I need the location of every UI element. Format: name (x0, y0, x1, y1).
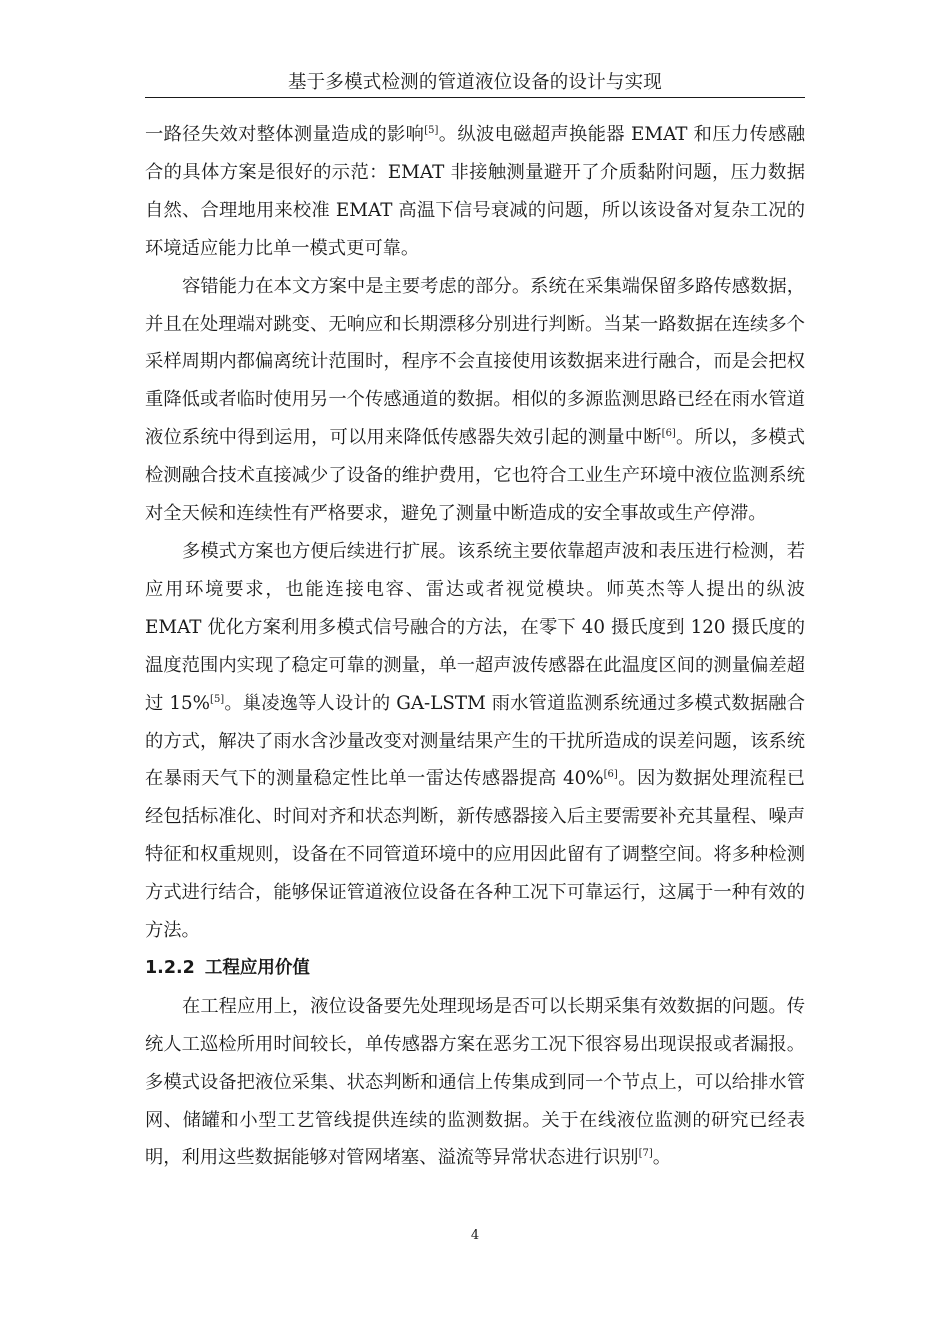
section-heading (145, 950, 805, 988)
section-title: 工程应用价值 (204, 957, 310, 978)
citation-ref: [7] (638, 1148, 653, 1160)
header-divider (145, 97, 805, 98)
paragraph-text: 容错能力在本文方案中是主要考虑的部分。系统在采集端保留多路传感数据，并且在处理端对跳变、无响应和长期漂移分别进行判断。当某一路数据在连续多个采样周期内都偏离统计范围时，程序不会直接使用该数据来进行融合，而是会把权重降低或者临时使用另一个传感通道的数据。相似的多源监测思路已经在雨水管道液位系统中得到运用，可以用来降低传感器失效引起的测量中断 (145, 275, 805, 449)
running-header: 基于多模式检测的管道液位设备的设计与实现 (287, 72, 662, 93)
paragraph-text: 。纵波电磁超声换能器 EMAT 和压力传感融合的具体方案是很好的示范：EMAT 非接触测量避开了介质黏附问题，压力数据自然、合理地用来校准 EMAT 高温下信号衰减的问题，所以该设备对复杂工况的环境适应能力比单一模式更可靠。 (145, 124, 805, 259)
paragraph-text: 多模式方案也方便后续进行扩展。该系统主要依靠超声波和表压进行检测，若应用环境要求，也能连接电容、雷达或者视觉模块。师英杰等人提出的纵波 EMAT 优化方案利用多模式信号融合的方法，在零下 40 摄氏度到 120 摄氏度的温度范围内实现了稳定可靠的测量，单一超声波传感器在此温度区间的测量偏差超过 15% (145, 540, 805, 714)
paragraph-text: 一路径失效对整体测量造成的影响 (145, 124, 425, 145)
paragraph-1 (145, 116, 805, 268)
paragraph-text: 。巢凌逸等人设计的 GA-LSTM 雨水管道监测系统通过多模式数据融合的方式，解决了雨水含沙量改变对测量结果产生的干扰所造成的误差问题，该系统在暴雨天气下的测量稳定性比单一雷达传感器提高 40% (145, 692, 805, 790)
section-number: 1.2.2 (145, 957, 195, 978)
paragraph-text: 在工程应用上，液位设备要先处理现场是否可以长期采集有效数据的问题。传统人工巡检所用时间较长，单传感器方案在恶劣工况下很容易出现误报或者漏报。多模式设备把液位采集、状态判断和通信上传集成到同一个节点上，可以给排水管网、储罐和小型工艺管线提供连续的监测数据。关于在线液位监测的研究已经表明，利用这些数据能够对管网堵塞、溢流等异常状态进行识别 (145, 995, 805, 1169)
citation-ref: [6] (661, 428, 676, 440)
citation-ref: [5] (210, 693, 225, 705)
citation-ref: [6] (603, 769, 618, 781)
page-number: 4 (470, 1228, 480, 1243)
paragraph-2 (145, 268, 805, 533)
paragraph-text: 。因为数据处理流程已经包括标准化、时间对齐和状态判断，新传感器接入后主要需要补充其量程、噪声特征和权重规则，设备在不同管道环境中的应用因此留有了调整空间。将多种检测方式进行结合，能够保证管道液位设备在各种工况下可靠运行，这属于一种有效的方法。 (145, 768, 805, 942)
page-body (145, 116, 805, 1177)
citation-ref: [5] (424, 125, 439, 136)
paragraph-3 (145, 533, 805, 950)
paragraph-text: 。 (652, 1147, 672, 1169)
paragraph-text: 。所以，多模式检测融合技术直接减少了设备的维护费用，它也符合工业生产环境中液位监测系统对全天候和连续性有严格要求，避免了测量中断造成的安全事故或生产停滞。 (145, 427, 806, 525)
paragraph-4 (145, 988, 805, 1178)
